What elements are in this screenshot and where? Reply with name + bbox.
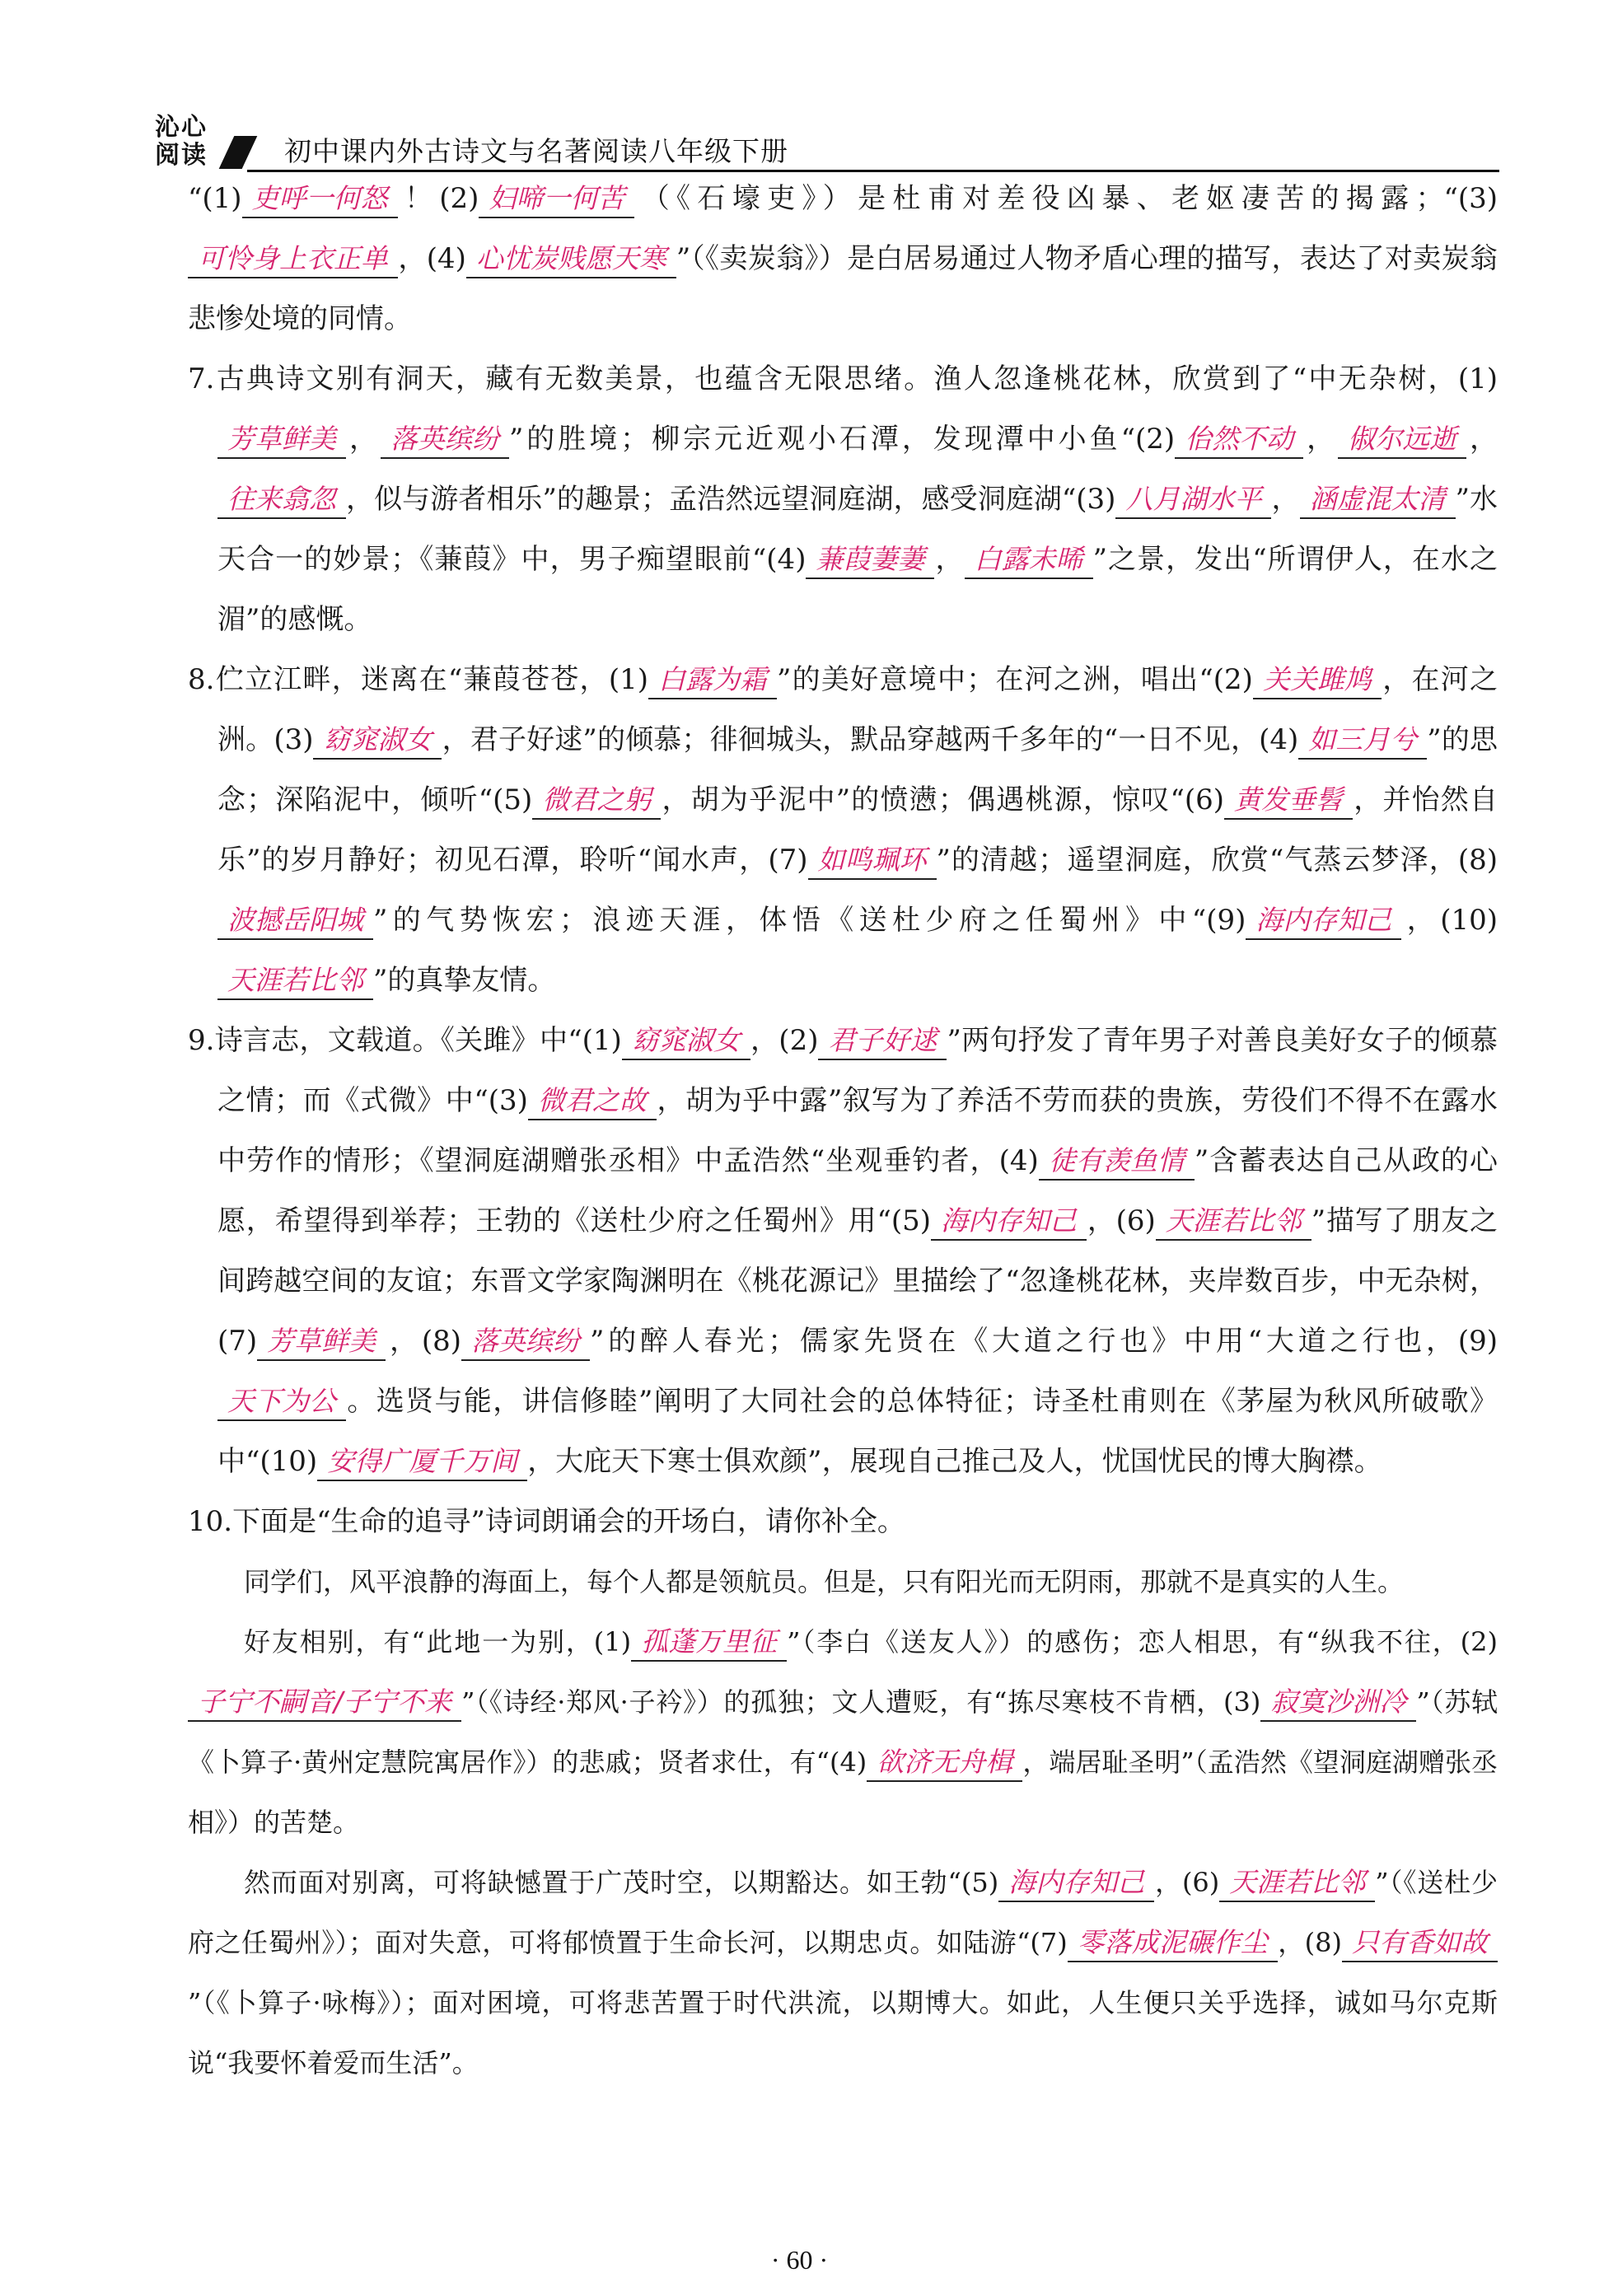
answer: 八月湖水平 — [1125, 483, 1262, 515]
blank — [1219, 1864, 1375, 1902]
blank — [317, 1443, 527, 1481]
question-10-prompt: 10.下面是“生命的追寻”诗词朗诵会的开场白，请你补全。 — [188, 1505, 905, 1538]
blank — [931, 1203, 1087, 1241]
blank — [808, 842, 937, 880]
answer: 芳草鲜美 — [267, 1325, 376, 1357]
answer: 俶尔远逝 — [1348, 423, 1457, 455]
answer: 落英缤纷 — [390, 423, 499, 455]
answer: 妇啼一何苦 — [489, 182, 625, 214]
answer: 涵虚混太清 — [1309, 483, 1446, 515]
answer: 往来翕忽 — [227, 483, 336, 515]
blank — [818, 1022, 947, 1060]
answer: 君子好逑 — [828, 1024, 937, 1056]
blank — [1342, 1924, 1498, 1962]
blank — [217, 902, 373, 940]
question-8: 8.伫立江畔，迷离在“蒹葭苍苍，(1) 白露为霜 ”的美好意境中；在河之洲，唱出“(2) 关关雎鸠 ，在河之洲。(3) 窈窕淑女 ，君子好逑”的倾慕；徘徊城头，默品穿越两千多年的“一日不见，(4) 如三月兮 ”的思念；深陷泥中，倾听“(5) 微君之躬 ，胡为乎泥中”的愤懑；偶遇桃源，惊叹“(6) 黄发垂髫 ，并怡然自乐”的岁月静好；初见石潭，聆听“闻水声，(7) 如鸣珮环 ”的清越；遥望洞庭，欣赏“气蒸云梦泽，(8)波撼岳阳城 ”的气势恢宏；浪迹天涯，体悟《送杜少府之任蜀州》中“(9) 海内存知己 ，(10)天涯若比邻 ”的真挚友情。 — [188, 650, 1498, 1011]
blank — [381, 421, 509, 459]
answer: 可怜身上衣正单 — [198, 242, 388, 274]
book-title: 初中课内外古诗文与名著阅读八年级下册 — [284, 135, 788, 167]
blank — [461, 1323, 590, 1361]
blank — [867, 1744, 1022, 1782]
answer: 蒹葭萋萋 — [816, 543, 925, 575]
q6-continuation: “(1) 吏呼一何怒 ！(2) 妇啼一何苦 （《石壕吏》）是杜甫对差役凶暴、老妪凄苦的揭露；“(3)可怜身上衣正单 ，(4) 心忧炭贱愿天寒 ”（《卖炭翁》）是白居易通过人物矛盾心理的描写，表达了对卖炭翁悲惨处境的同情。 — [188, 182, 1498, 335]
page-content — [188, 169, 1498, 2093]
answer: 窈窕淑女 — [323, 723, 432, 755]
blank — [466, 241, 676, 278]
q10-paragraph-1: 同学们，风平浪静的海面上，每个人都是领航员。但是，只有阳光而无阴雨，那就不是真实的人生。 — [244, 1566, 1405, 1597]
answer: 只有香如故 — [1351, 1926, 1488, 1958]
answer: 黄发垂髫 — [1234, 783, 1344, 816]
answer: 欲济无舟楫 — [877, 1746, 1013, 1778]
blank — [1300, 481, 1456, 519]
answer: 心忧炭贱愿天寒 — [475, 242, 666, 274]
blank — [217, 481, 346, 519]
answer: 微君之故 — [537, 1084, 647, 1116]
blank — [1039, 1143, 1195, 1181]
blank — [188, 1684, 461, 1722]
blank — [479, 180, 634, 218]
answer: 关关雎鸠 — [1262, 663, 1372, 695]
answer: 吏呼一何怒 — [251, 182, 388, 214]
answer: 天涯若比邻 — [1229, 1866, 1366, 1898]
answer: 海内存知己 — [1255, 904, 1392, 936]
brand-slash-mark — [219, 136, 258, 169]
answer: 天涯若比邻 — [1165, 1204, 1302, 1237]
answer: 芳草鲜美 — [227, 423, 336, 455]
blank — [1175, 421, 1303, 459]
q10-paragraph-2: 好友相别，有“此地一为别，(1) 孤蓬万里征 ”（李白《送友人》）的感伤；恋人相思，有“纵我不往，(2)子宁不嗣音/子宁不来 ”（《诗经·郑风·子衿》）的孤独；文人遭贬，有“拣尽寒枝不肯栖，(3) 寂寞沙洲冷 ”（苏轼《卜算子·黄州定慧院寓居作》）的悲戚；贤者求仕，有“(4) 欲济无舟楫 ，端居耻圣明”（孟浩然《望洞庭湖赠张丞相》）的苦楚。 — [188, 1625, 1498, 1838]
blank — [1338, 421, 1466, 459]
blank — [1156, 1203, 1311, 1241]
blank — [1246, 902, 1401, 940]
answer: 如鸣珮环 — [817, 844, 927, 876]
answer: 白露未晞 — [974, 543, 1083, 575]
answer: 天涯若比邻 — [227, 964, 363, 996]
blank — [1298, 722, 1427, 760]
answer: 海内存知己 — [941, 1204, 1078, 1237]
answer: 子宁不嗣音/子宁不来 — [198, 1686, 452, 1718]
blank — [1224, 782, 1353, 820]
answer: 落英缤纷 — [470, 1325, 580, 1357]
question-7: 7.古典诗文别有洞天，藏有无数美景，也蕴含无限思绪。渔人忽逢桃花林，欣赏到了“中无杂树，(1)芳草鲜美 ， 落英缤纷 ”的胜境；柳宗元近观小石潭，发现潭中小鱼“(2) 佁然不动 ， 俶尔远逝 ，往来翕忽 ，似与游者相乐”的趣景；孟浩然远望洞庭湖，感受洞庭湖“(3) 八月湖水平 ， 涵虚混太清 ”水天合一的妙景；《蒹葭》中，男子痴望眼前“(4) 蒹葭萋萋 ， 白露未晞 ”之景，发出“所谓伊人，在水之湄”的感慨。 — [188, 362, 1498, 636]
brand-logo: 沁心 阅读 — [155, 113, 208, 170]
answer: 孤蓬万里征 — [641, 1625, 778, 1658]
blank — [1115, 481, 1271, 519]
question-9: 9.诗言志，文载道。《关雎》中“(1) 窈窕淑女 ，(2) 君子好逑 ”两句抒发了青年男子对善良美好女子的倾慕之情；而《式微》中“(3) 微君之故 ，胡为乎中露”叙写为了养活不劳而获的贵族，劳役们不得不在露水中劳作的情形；《望洞庭湖赠张丞相》中孟浩然“坐观垂钓者，(4) 徒有羡鱼情 ”含蓄表达自己从政的心愿，希望得到举荐；王勃的《送杜少府之任蜀州》用“(5) 海内存知己 ，(6) 天涯若比邻 ”描写了朋友之间跨越空间的友谊；东晋文学家陶渊明在《桃花源记》里描绘了“忽逢桃花林，夹岸数百步，中无杂树，(7) 芳草鲜美 ，(8) 落英缤纷 ”的醉人春光；儒家先贤在《大道之行也》中用“大道之行也，(9)天下为公 。选贤与能，讲信修睦”阐明了大同社会的总体特征；诗圣杜甫则在《茅屋为秋风所破歌》中“(10) 安得广厦千万间 ，大庇天下寒士俱欢颜”，展现自己推己及人，忧国忧民的博大胸襟。 — [188, 1011, 1498, 1492]
blank — [257, 1323, 386, 1361]
q10-paragraph-3: 然而面对别离，可将缺憾置于广茂时空，以期豁达。如王勃“(5) 海内存知己 ，(6) 天涯若比邻 ”（《送杜少府之任蜀州》）；面对失意，可将郁愤置于生命长河，以期忠贞。如陆游“(7) 零落成泥碾作尘 ，(8) 只有香如故”（《卜算子·咏梅》）；面对困境，可将悲苦置于时代洪流，以期博大。如此，人生便只关乎选择，诚如马尔克斯说“我要怀着爱而生活”。 — [188, 1866, 1498, 2079]
blank — [631, 1624, 787, 1662]
blank — [998, 1864, 1154, 1902]
answer: 微君之躬 — [542, 783, 652, 816]
blank — [217, 1383, 346, 1421]
answer: 如三月兮 — [1308, 723, 1418, 755]
blank — [806, 541, 934, 579]
answer: 窈窕淑女 — [631, 1024, 741, 1056]
page-header — [148, 91, 1499, 169]
blank — [242, 180, 398, 218]
blank — [528, 1083, 657, 1120]
blank — [313, 722, 442, 760]
answer: 寂寞沙洲冷 — [1270, 1686, 1407, 1718]
blank — [217, 421, 346, 459]
blank — [965, 541, 1093, 579]
blank — [532, 782, 661, 820]
blank — [1253, 662, 1382, 699]
answer: 零落成泥碾作尘 — [1077, 1926, 1268, 1958]
answer: 白露为霜 — [658, 663, 767, 695]
answer: 安得广厦千万间 — [327, 1445, 518, 1477]
answer: 天下为公 — [227, 1385, 336, 1417]
blank — [1260, 1684, 1416, 1722]
answer: 波撼岳阳城 — [227, 904, 363, 936]
answer: 海内存知己 — [1008, 1866, 1145, 1898]
blank — [622, 1022, 750, 1060]
answer: 徒有羡鱼情 — [1048, 1144, 1185, 1176]
answer: 佁然不动 — [1185, 423, 1294, 455]
blank — [188, 241, 398, 278]
blank — [217, 962, 373, 1000]
blank — [1068, 1924, 1278, 1962]
blank — [648, 662, 777, 699]
page-number: · 60 · — [770, 2245, 829, 2275]
